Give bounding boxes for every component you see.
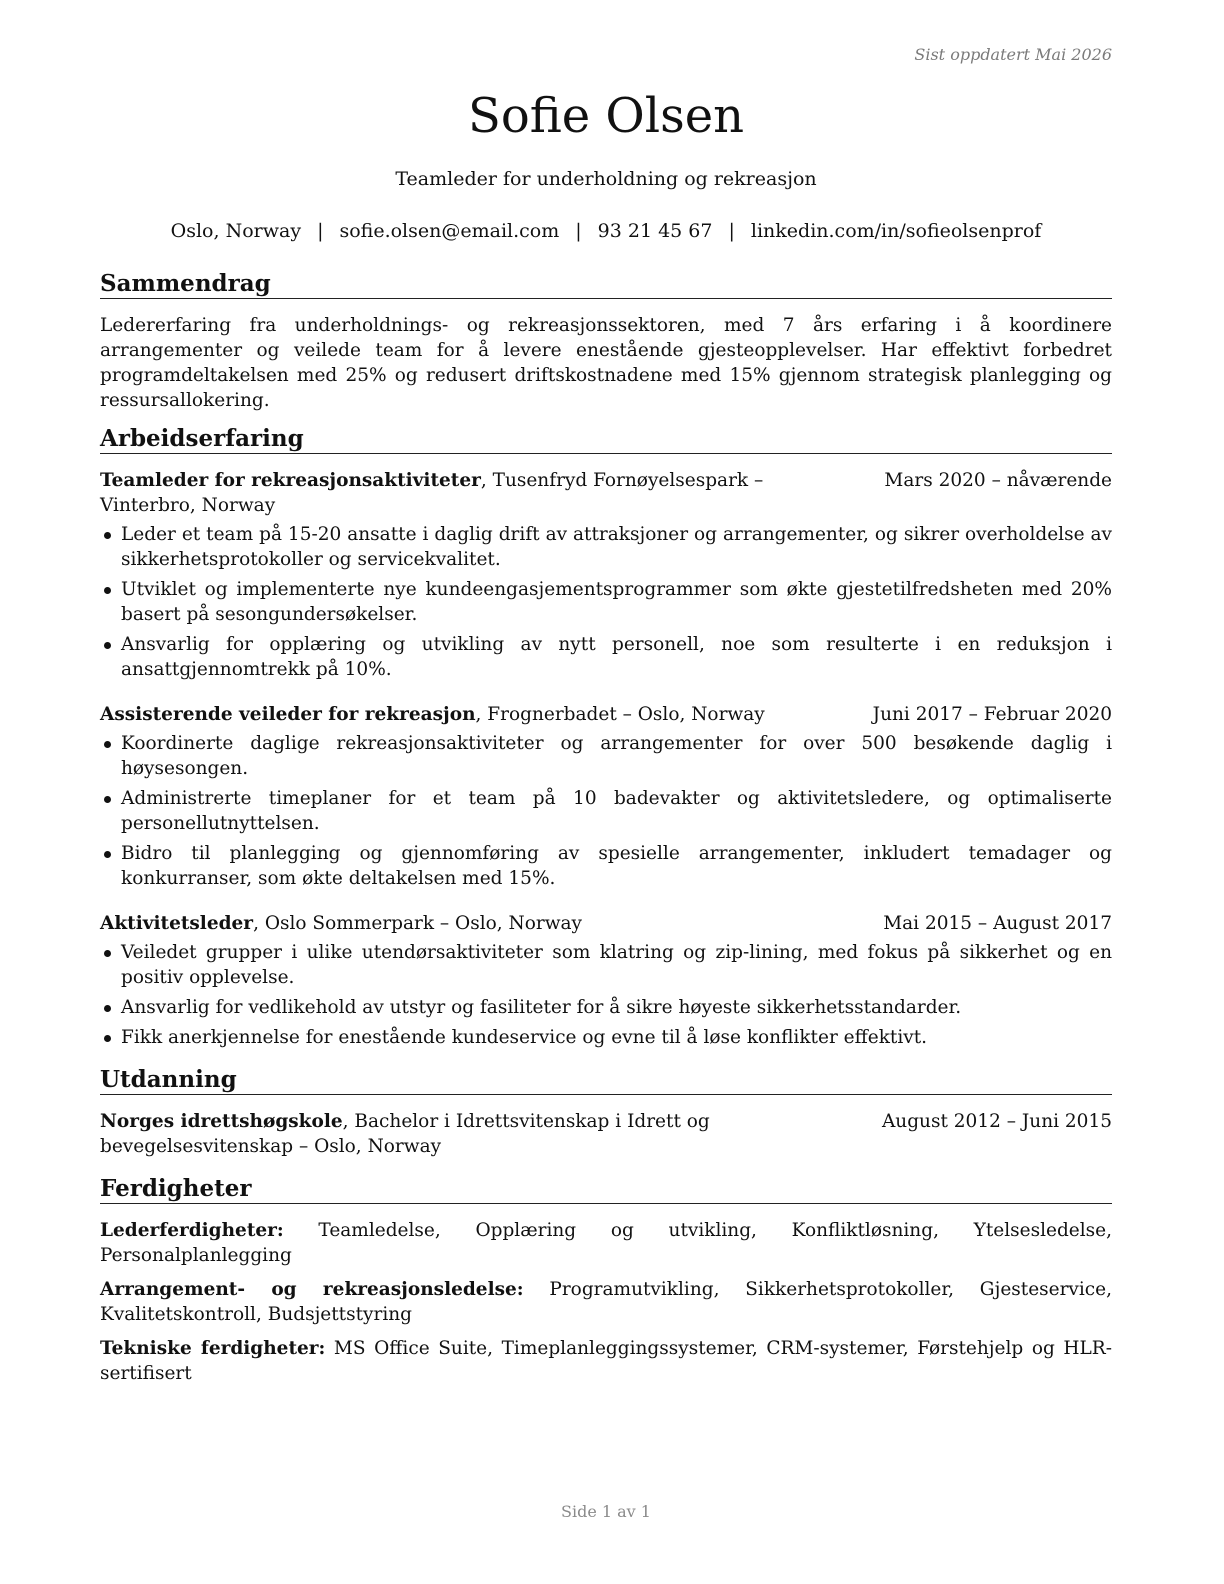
job-bullet: Ansvarlig for vedlikehold av utstyr og fasiliteter for å sikre høyeste sikkerhetsstandarder. bbox=[100, 995, 1112, 1020]
education-dates: August 2012 – Juni 2015 bbox=[881, 1111, 1112, 1132]
job-bullet: Utviklet og implementerte nye kundeengasjementsprogrammer som økte gjestetilfredsheten med 20% basert på sesongundersøkelser. bbox=[100, 577, 1112, 627]
education-line bbox=[100, 1109, 864, 1159]
experience-section bbox=[100, 425, 1112, 1050]
summary-section bbox=[100, 270, 1112, 413]
resume-page bbox=[100, 0, 1112, 1584]
skills-section bbox=[100, 1175, 1112, 1386]
job-bullets bbox=[100, 731, 1112, 891]
skill-group-items: Teamledelse, Opplæring og utvikling, Konfliktløsning, Ytelsesledelse, Personalplanlegging bbox=[100, 1220, 1112, 1266]
job-header bbox=[100, 702, 1112, 727]
job-role: Aktivitetsleder bbox=[100, 913, 254, 934]
job-place: , Frognerbadet – Oslo, Norway bbox=[475, 704, 765, 725]
education-detail: , Bachelor i Idrettsvitenskap i Idrett og bevegelsesvitenskap – Oslo, Norway bbox=[100, 1111, 710, 1157]
job-bullet: Administrerte timeplaner for et team på 10 badevakter og aktivitetsledere, og optimaliserte personellutnyttelsen. bbox=[100, 786, 1112, 836]
education-section bbox=[100, 1066, 1112, 1159]
skill-group-label: Lederferdigheter: bbox=[100, 1220, 284, 1241]
job-bullet: Veiledet grupper i ulike utendørsaktiviteter som klatring og zip-lining, med fokus på sikkerhet og en positiv opplevelse. bbox=[100, 940, 1112, 990]
job-entry bbox=[100, 468, 1112, 682]
skill-group-label: Tekniske ferdigheter: bbox=[100, 1338, 326, 1359]
job-bullet: Koordinerte daglige rekreasjonsaktiviteter og arrangementer for over 500 besøkende daglig i høysesongen. bbox=[100, 731, 1112, 781]
job-title-line bbox=[100, 468, 864, 518]
contact-phone: 93 21 45 67 bbox=[597, 220, 713, 242]
education-entry bbox=[100, 1109, 1112, 1159]
candidate-name: Sofie Olsen bbox=[467, 88, 745, 144]
contact-separator: | bbox=[317, 220, 324, 242]
job-header bbox=[100, 468, 1112, 518]
skill-group-items: Programutvikling, Sikkerhetsprotokoller, Gjesteservice, Kvalitetskontroll, Budsjettstyring bbox=[100, 1279, 1112, 1325]
job-role: Teamleder for rekreasjonsaktiviteter bbox=[100, 470, 481, 491]
education-school: Norges idrettshøgskole bbox=[100, 1111, 343, 1132]
job-bullet: Fikk anerkjennelse for enestående kundeservice og evne til å løse konflikter effektivt. bbox=[100, 1025, 1112, 1050]
job-bullet: Leder et team på 15-20 ansatte i daglig drift av attraksjoner og arrangementer, og sikrer overholdelse av sikkerhetsprotokoller og servicekvalitet. bbox=[100, 522, 1112, 572]
summary-heading: Sammendrag bbox=[100, 270, 1112, 299]
job-title-line bbox=[100, 911, 582, 936]
job-bullet: Ansvarlig for opplæring og utvikling av nytt personell, noe som resulterte i en reduksjon i ansattgjennomtrekk på 10%. bbox=[100, 632, 1112, 682]
job-bullets bbox=[100, 522, 1112, 682]
job-place: , Tusenfryd Fornøyelsespark – Vinterbro, Norway bbox=[100, 470, 764, 516]
skill-group-label: Arrangement- og rekreasjonsledelse: bbox=[100, 1279, 524, 1300]
contact-line bbox=[100, 219, 1112, 243]
experience-heading: Arbeidserfaring bbox=[100, 425, 1112, 454]
page-number: Side 1 av 1 bbox=[561, 1502, 651, 1521]
last-updated: Sist oppdatert Mai 2026 bbox=[914, 45, 1112, 64]
job-dates: Mai 2015 – August 2017 bbox=[883, 913, 1112, 934]
skills-heading: Ferdigheter bbox=[100, 1175, 1112, 1204]
job-entry bbox=[100, 702, 1112, 891]
job-bullet: Bidro til planlegging og gjennomføring av spesielle arrangementer, inkludert temadager og konkurranser, som økte deltakelsen med 15%. bbox=[100, 841, 1112, 891]
contact-separator: | bbox=[728, 220, 735, 242]
skill-group bbox=[100, 1277, 1112, 1327]
contact-email[interactable]: sofie.olsen@email.com bbox=[339, 220, 560, 242]
candidate-title: Teamleder for underholdning og rekreasjon bbox=[395, 168, 817, 190]
job-entry bbox=[100, 911, 1112, 1050]
job-title-line bbox=[100, 702, 765, 727]
skill-group bbox=[100, 1218, 1112, 1268]
skill-group bbox=[100, 1336, 1112, 1386]
education-heading: Utdanning bbox=[100, 1066, 1112, 1095]
job-dates: Juni 2017 – Februar 2020 bbox=[872, 704, 1112, 725]
job-bullets bbox=[100, 940, 1112, 1050]
contact-linkedin[interactable]: linkedin.com/in/sofieolsenprof bbox=[750, 220, 1042, 242]
contact-separator: | bbox=[575, 220, 582, 242]
resume-content bbox=[100, 270, 1112, 1398]
summary-text: Ledererfaring fra underholdnings- og rekreasjonssektoren, med 7 års erfaring i å koordinere arrangementer og veilede team for å levere enestående gjesteopplevelser. Har effektivt forbedret programdeltakelsen med 25% og redusert driftskostnadene med 15% gjennom strategisk planlegging og ressursallokering. bbox=[100, 315, 1112, 411]
job-header bbox=[100, 911, 1112, 936]
skill-group-items: MS Office Suite, Timeplanleggingssystemer, CRM-systemer, Førstehjelp og HLR-sertifisert bbox=[100, 1338, 1112, 1384]
contact-location: Oslo, Norway bbox=[170, 220, 302, 242]
job-role: Assisterende veileder for rekreasjon bbox=[100, 704, 476, 725]
job-place: , Oslo Sommerpark – Oslo, Norway bbox=[253, 913, 583, 934]
job-dates: Mars 2020 – nåværende bbox=[884, 470, 1112, 491]
